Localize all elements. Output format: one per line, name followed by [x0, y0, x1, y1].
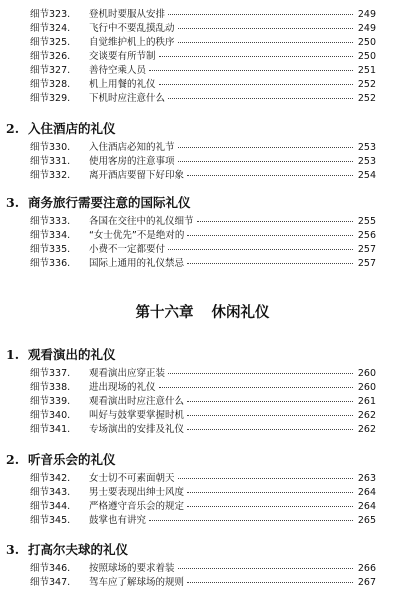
toc-entry[interactable]	[30, 50, 376, 64]
entry-page: 252	[357, 79, 376, 90]
chapter-title: 休闲礼仪	[211, 304, 270, 321]
entry-number: 332.	[49, 170, 71, 181]
entry-number: 324.	[49, 23, 71, 34]
toc-entry[interactable]	[30, 486, 376, 500]
leader-dots	[168, 248, 353, 250]
toc-entry[interactable]	[30, 92, 376, 106]
leader-dots	[187, 428, 353, 430]
entry-page: 262	[357, 410, 376, 421]
entry-label: 细节	[30, 424, 50, 435]
entry-page: 249	[357, 9, 376, 20]
entry-number: 335.	[49, 244, 71, 255]
toc-entry[interactable]	[30, 576, 376, 590]
leader-dots	[197, 220, 353, 222]
leader-dots	[187, 581, 353, 583]
entry-title: “女士优先”不是绝对的	[89, 230, 185, 241]
entry-number: 323.	[49, 9, 71, 20]
entry-title: 各国在交往中的礼仪细节	[89, 216, 194, 227]
entry-title: 机上用餐的礼仪	[89, 79, 156, 90]
toc-entry[interactable]	[30, 36, 376, 50]
leader-dots	[149, 69, 353, 71]
entry-label: 细节	[30, 563, 50, 574]
leader-dots	[187, 400, 353, 402]
section-heading	[6, 452, 116, 468]
entry-title: 离开酒店要留下好印象	[89, 170, 185, 181]
entry-label: 细节	[30, 23, 50, 34]
entry-label: 细节	[30, 9, 50, 20]
entry-label: 细节	[30, 37, 50, 48]
entry-page: 250	[357, 51, 376, 62]
entry-page: 257	[357, 244, 376, 255]
leader-dots	[178, 477, 353, 479]
section-number: 3.	[6, 542, 20, 557]
entry-page: 253	[357, 156, 376, 167]
leader-dots	[178, 41, 353, 43]
entry-number: 328.	[49, 79, 71, 90]
entry-title: 鼓掌也有讲究	[89, 515, 147, 526]
entry-page: 262	[357, 424, 376, 435]
entry-number: 346.	[49, 563, 71, 574]
entry-number: 337.	[49, 368, 71, 379]
toc-entry[interactable]	[30, 22, 376, 36]
toc-entry[interactable]	[30, 562, 376, 576]
entry-title: 自觉维护机上的秩序	[89, 37, 175, 48]
leader-dots	[187, 505, 353, 507]
entry-title: 严格遵守音乐会的规定	[89, 501, 185, 512]
toc-entry[interactable]	[30, 257, 376, 271]
entry-number: 344.	[49, 501, 71, 512]
toc-entry[interactable]	[30, 8, 376, 22]
entry-title: 入住酒店必知的礼节	[89, 142, 175, 153]
entry-title: 飞行中不要乱摸乱动	[89, 23, 175, 34]
entry-page: 265	[357, 515, 376, 526]
toc-entry[interactable]	[30, 367, 376, 381]
entry-page: 252	[357, 93, 376, 104]
leader-dots	[178, 146, 353, 148]
entry-number: 327.	[49, 65, 71, 76]
entry-label: 细节	[30, 65, 50, 76]
entry-title: 叫好与鼓掌要掌握时机	[89, 410, 185, 421]
entry-page: 256	[357, 230, 376, 241]
entry-label: 细节	[30, 93, 50, 104]
section-number: 2.	[6, 452, 20, 467]
section-title: 听音乐会的礼仪	[28, 452, 116, 467]
entry-page: 264	[357, 487, 376, 498]
section-title: 商务旅行需要注意的国际礼仪	[28, 195, 191, 210]
leader-dots	[168, 97, 353, 99]
leader-dots	[178, 567, 353, 569]
leader-dots	[159, 386, 353, 388]
entry-page: 267	[357, 577, 376, 588]
entry-label: 细节	[30, 51, 50, 62]
entry-number: 339.	[49, 396, 71, 407]
entry-number: 341.	[49, 424, 71, 435]
entry-label: 细节	[30, 230, 50, 241]
entry-title: 交谈要有所节制	[89, 51, 156, 62]
section-title: 观看演出的礼仪	[28, 347, 116, 362]
toc-entry[interactable]	[30, 500, 376, 514]
entry-title: 下机时应注意什么	[89, 93, 166, 104]
section-heading	[6, 542, 128, 558]
entry-title: 使用客房的注意事项	[89, 156, 175, 167]
entry-label: 细节	[30, 382, 50, 393]
entry-label: 细节	[30, 142, 50, 153]
entry-number: 325.	[49, 37, 71, 48]
section-number: 3.	[6, 195, 20, 210]
entry-page: 260	[357, 382, 376, 393]
entry-page: 251	[357, 65, 376, 76]
entry-page: 263	[357, 473, 376, 484]
leader-dots	[187, 262, 353, 264]
entry-number: 331.	[49, 156, 71, 167]
entry-title: 观看演出应穿正装	[89, 368, 166, 379]
toc-entry[interactable]	[30, 78, 376, 92]
entry-page: 254	[357, 170, 376, 181]
entry-page: 249	[357, 23, 376, 34]
entry-page: 260	[357, 368, 376, 379]
entry-label: 细节	[30, 216, 50, 227]
entry-label: 细节	[30, 368, 50, 379]
toc-entry[interactable]	[30, 229, 376, 243]
entry-title: 善待空乘人员	[89, 65, 147, 76]
entry-label: 细节	[30, 396, 50, 407]
entry-page: 266	[357, 563, 376, 574]
entry-number: 329.	[49, 93, 71, 104]
section-title: 打高尔夫球的礼仪	[28, 542, 129, 557]
entry-number: 333.	[49, 216, 71, 227]
toc-entry[interactable]	[30, 514, 376, 528]
leader-dots	[178, 160, 353, 162]
entry-title: 观看演出时应注意什么	[89, 396, 185, 407]
leader-dots	[187, 414, 353, 416]
toc-entry[interactable]	[30, 169, 376, 183]
leader-dots	[159, 83, 353, 85]
leader-dots	[178, 27, 353, 29]
entry-label: 细节	[30, 170, 50, 181]
entry-title: 女士切不可素面朝天	[89, 473, 175, 484]
entry-number: 345.	[49, 515, 71, 526]
leader-dots	[187, 491, 353, 493]
entry-page: 250	[357, 37, 376, 48]
entry-page: 253	[357, 142, 376, 153]
leader-dots	[168, 372, 353, 374]
entry-page: 255	[357, 216, 376, 227]
section-number: 1.	[6, 347, 20, 362]
entry-page: 264	[357, 501, 376, 512]
chapter-heading	[0, 304, 405, 322]
entry-label: 细节	[30, 156, 50, 167]
entry-title: 国际上通用的礼仪禁忌	[89, 258, 185, 269]
entry-label: 细节	[30, 577, 50, 588]
entry-label: 细节	[30, 487, 50, 498]
toc-entry[interactable]	[30, 243, 376, 257]
entry-number: 343.	[49, 487, 71, 498]
leader-dots	[149, 519, 353, 521]
toc-entry[interactable]	[30, 381, 376, 395]
entry-number: 342.	[49, 473, 71, 484]
toc-entry[interactable]	[30, 141, 376, 155]
entry-number: 338.	[49, 382, 71, 393]
entry-title: 按照球场的要求着装	[89, 563, 175, 574]
entry-number: 326.	[49, 51, 71, 62]
leader-dots	[168, 13, 353, 15]
entry-title: 小费不一定都要付	[89, 244, 166, 255]
toc-entry[interactable]	[30, 409, 376, 423]
entry-title: 驾车应了解球场的规则	[89, 577, 185, 588]
section-number: 2.	[6, 121, 20, 136]
section-heading	[6, 195, 191, 211]
entry-label: 细节	[30, 501, 50, 512]
section-title: 入住酒店的礼仪	[28, 121, 116, 136]
toc-entry[interactable]	[30, 215, 376, 229]
leader-dots	[159, 55, 353, 57]
leader-dots	[187, 174, 353, 176]
entry-number: 336.	[49, 258, 71, 269]
entry-page: 257	[357, 258, 376, 269]
entry-page: 261	[357, 396, 376, 407]
toc-entry[interactable]	[30, 472, 376, 486]
entry-label: 细节	[30, 473, 50, 484]
entry-label: 细节	[30, 79, 50, 90]
entry-label: 细节	[30, 515, 50, 526]
entry-title: 登机时要服从安排	[89, 9, 166, 20]
entry-number: 347.	[49, 577, 71, 588]
entry-number: 334.	[49, 230, 71, 241]
entry-title: 专场演出的安排及礼仪	[89, 424, 185, 435]
entry-label: 细节	[30, 410, 50, 421]
entry-number: 330.	[49, 142, 71, 153]
toc-entry[interactable]	[30, 64, 376, 78]
entry-title: 进出现场的礼仪	[89, 382, 156, 393]
toc-entry[interactable]	[30, 155, 376, 169]
section-heading	[6, 121, 116, 137]
entry-label: 细节	[30, 244, 50, 255]
entry-number: 340.	[49, 410, 71, 421]
entry-label: 细节	[30, 258, 50, 269]
leader-dots	[187, 234, 353, 236]
toc-entry[interactable]	[30, 395, 376, 409]
chapter-number: 第十六章	[135, 304, 194, 321]
entry-title: 男士要表现出绅士风度	[89, 487, 185, 498]
section-heading	[6, 347, 116, 363]
toc-entry[interactable]	[30, 423, 376, 437]
